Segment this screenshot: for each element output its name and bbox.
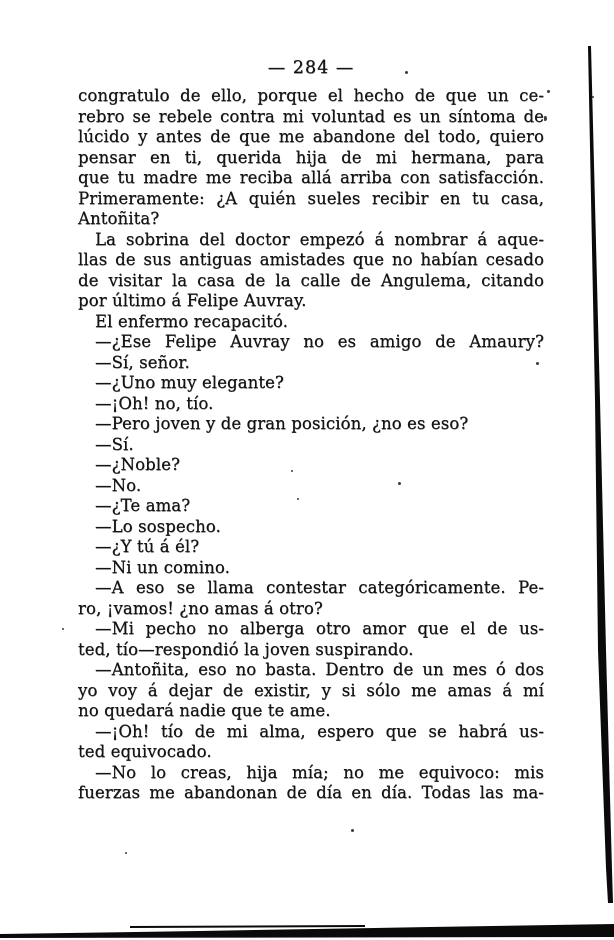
text-line: El enfermo recapacitó. — [95, 311, 288, 331]
text-line: pensar en ti, querida hija de mi hermana, para — [78, 147, 544, 167]
text-line: La sobrina del doctor empezó á nombrar á aque- — [95, 229, 544, 249]
text-line: congratulo de ello, porque el hecho de que un ce- — [78, 86, 544, 105]
text-line: —¿Noble? — [95, 455, 180, 474]
text-line: —Mi pecho no alberga otro amor que el de us- — [95, 619, 544, 638]
bottom-edge-bar — [0, 924, 614, 938]
text-line: —¡Oh! no, tío. — [95, 393, 214, 413]
text-line: —No. — [95, 475, 142, 495]
scan-speck — [291, 470, 293, 472]
book-edge-line — [588, 46, 613, 903]
scan-speck — [405, 71, 408, 74]
text-line: llas de sus antiguas amistades que no habían cesado — [78, 250, 544, 269]
text-line: de visitar la casa de la calle de Angulema, citando — [78, 270, 544, 290]
text-line: —¿Y tú á él? — [95, 537, 200, 556]
scan-speck — [297, 498, 299, 500]
text-line: —¿Te ama? — [95, 496, 191, 515]
text-line: —Sí, señor. — [95, 352, 190, 372]
text-line: no quedará nadie que te ame. — [78, 701, 331, 720]
scan-speck — [125, 852, 127, 854]
scan-speck — [547, 90, 550, 93]
text-line: ted equivocado. — [78, 742, 212, 761]
text-line: —¿Ese Felipe Auvray no es amigo de Amaury? — [95, 332, 544, 351]
text-line: yo voy á dejar de existir, y si sólo me amas á mí — [78, 680, 544, 700]
text-line: —Sí. — [95, 434, 134, 454]
text-line: lúcido y antes de que me abandone del todo, quiero — [78, 127, 544, 146]
scan-speck — [351, 829, 354, 832]
text-line: por último á Felipe Auvray. — [78, 291, 307, 310]
text-line: ted, tío—respondió la joven suspirando. — [78, 639, 414, 659]
text-line: Primeramente: ¿A quién sueles recibir en tu casa, — [78, 188, 544, 208]
text-line: —A eso se llama contestar categóricamente. Pe- — [95, 578, 544, 597]
text-line: fuerzas me abandonan de día en día. Todas las ma- — [78, 783, 544, 802]
scan-speck — [536, 362, 539, 365]
text-block — [78, 86, 544, 804]
scan-speck — [398, 482, 401, 485]
text-line: —Ni un comino. — [95, 557, 230, 577]
text-line: —No lo creas, hija mía; no me equivoco: mis — [95, 762, 544, 782]
text-line: —Lo sospecho. — [95, 516, 221, 536]
text-line: —¡Oh! tío de mi alma, espero que se habrá us- — [95, 721, 544, 741]
scan-speck — [592, 96, 594, 98]
text-line: —¿Uno muy elegante? — [95, 373, 284, 392]
text-line: rebro se rebele contra mi voluntad es un síntoma de — [78, 106, 544, 126]
text-line: —Antoñita, eso no basta. Dentro de un mes ó dos — [95, 660, 544, 679]
text-line: que tu madre me reciba allá arriba con satisfacción. — [78, 168, 544, 187]
bottom-edge-thin-line — [130, 925, 365, 928]
text-line: —Pero joven y de gran posición, ¿no es eso? — [95, 414, 469, 433]
page-number: — 284 — — [267, 58, 355, 78]
scan-speck — [544, 116, 547, 121]
scan-speck — [62, 628, 64, 630]
text-line: Antoñita? — [78, 209, 160, 228]
text-line: ro, ¡vamos! ¿no amas á otro? — [78, 598, 323, 618]
